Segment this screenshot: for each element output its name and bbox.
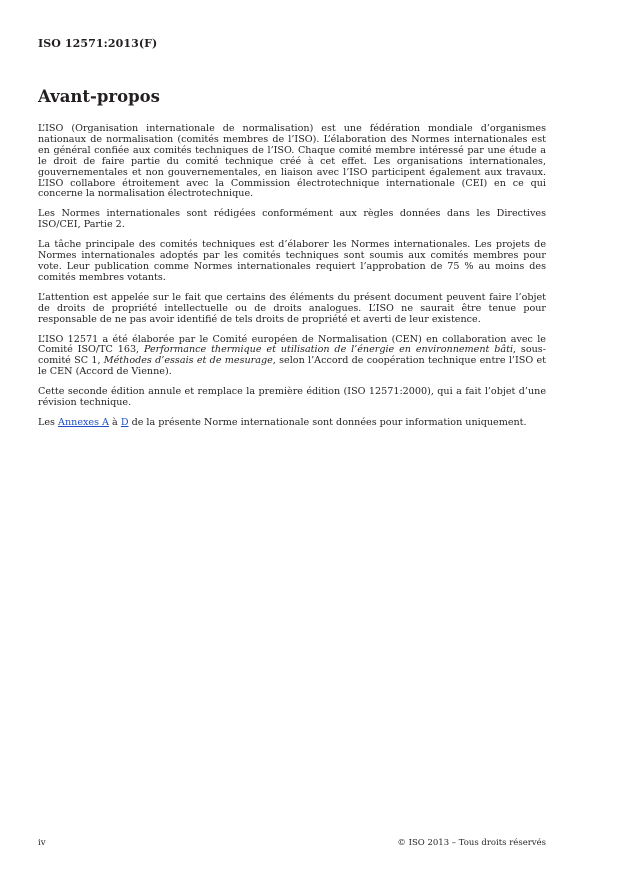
annexes-middle: à — [108, 416, 121, 428]
paragraph-directives: Les Normes internationales sont rédigées conformément aux règles données dans les Directives ISO/CEI, Partie 2. — [38, 208, 546, 231]
document-id: ISO 12571:2013(F) — [38, 37, 158, 50]
preparation-text-2: , sous-comité SC 1, — [38, 344, 546, 367]
paragraph-annexes — [38, 418, 546, 429]
subcommittee-title: Méthodes d’essais et de mesurage — [103, 355, 273, 367]
page-number: iv — [38, 838, 46, 848]
preparation-text-1: L’ISO 12571 a été élaborée par le Comité européen de Normalisation (CEN) en collaboration avec le Comité ISO/TC 163, — [38, 333, 546, 356]
foreword-body — [38, 124, 546, 438]
paragraph-iso-organisation: L’ISO (Organisation internationale de normalisation) est une fédération mondiale d’organismes nationaux de normalisation (comités membres de l’ISO). L’élaboration des Normes internationales est en général confiée aux comités techniques de l’ISO. Chaque comité membre intéressé par une étude a le droit de faire partie du comité technique créé à cet effet. Les organisations internationales, gouvernementales et non gouvernementales, en liaison avec l’ISO participent également aux travaux. L’ISO collabore étroitement avec la Commission électrotechnique internationale (CEI) en ce qui concerne la normalisation électrotechnique. — [38, 123, 546, 200]
committee-title: Performance thermique et utilisation de l’énergie en environnement bâti — [143, 344, 514, 356]
page-footer — [38, 838, 546, 848]
paragraph-technical-committees: La tâche principale des comités techniques est d’élaborer les Normes internationales. Les projets de Normes internationales adoptés par les comités techniques sont soumis aux comités membres pour vote. Leur publication comme Normes internationales requiert l’approbation de 75 % au moins des comités membres votants. — [38, 239, 546, 283]
preparation-text-3: , selon l’Accord de coopération technique entre l’ISO et le CEN (Accord de Vienne). — [38, 355, 547, 378]
copyright-notice: © ISO 2013 – Tous droits réservés — [397, 838, 546, 848]
paragraph-patent-rights: L’attention est appelée sur le fait que certains des éléments du présent document peuvent faire l’objet de droits de propriété intellectuelle ou de droits analogues. L’ISO ne saurait être tenue pour responsable de ne pas avoir identifié de tels droits de propriété et averti de leur existence. — [38, 291, 546, 325]
annexes-suffix: de la présente Norme internationale sont données pour information uniquement. — [128, 416, 527, 428]
section-title: Avant-propos — [38, 87, 160, 106]
annex-d-link[interactable]: D — [120, 416, 129, 428]
annexes-prefix: Les — [38, 416, 59, 428]
paragraph-preparation — [38, 335, 546, 379]
annex-a-link[interactable]: Annexes A — [58, 416, 109, 428]
paragraph-edition: Cette seconde édition annule et remplace la première édition (ISO 12571:2000), qui a fait l’objet d’une révision technique. — [38, 386, 546, 409]
